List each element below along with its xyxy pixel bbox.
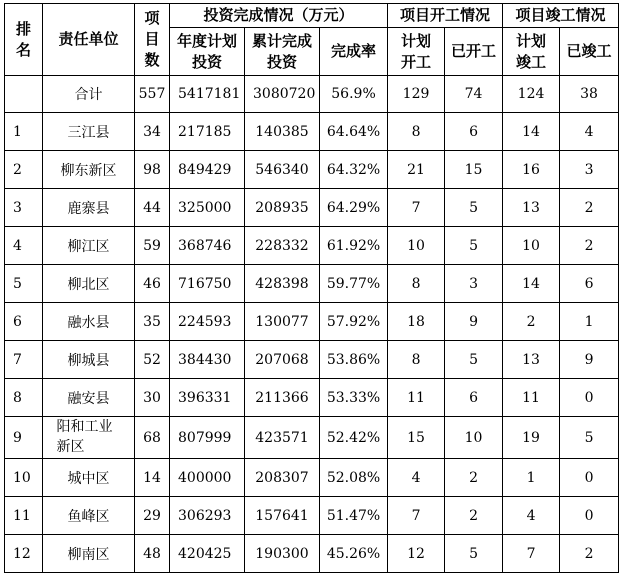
count-cell: 48 [135,535,170,573]
unit-cell: 柳南区 [43,535,135,573]
cumulative-cell: 211366 [245,379,320,417]
rank-cell: 10 [5,459,43,497]
annual-cell: 849429 [170,151,245,189]
plan-start-cell: 15 [388,417,445,459]
plan-finish-cell: 2 [503,303,560,341]
annual-cell: 217185 [170,113,245,151]
started-cell: 5 [445,227,503,265]
table-row [5,227,619,265]
count-cell: 29 [135,497,170,535]
finished-cell: 2 [560,535,619,573]
annual-cell: 396331 [170,379,245,417]
rank-cell: 4 [5,227,43,265]
count-cell: 68 [135,417,170,459]
plan-finish-cell: 1 [503,459,560,497]
plan-start-cell: 7 [388,189,445,227]
table-row [5,535,619,573]
rate-cell: 59.77% [320,265,388,303]
total-started: 74 [445,76,503,113]
count-cell: 35 [135,303,170,341]
cumulative-cell: 207068 [245,341,320,379]
finished-cell: 2 [560,227,619,265]
annual-cell: 325000 [170,189,245,227]
cumulative-cell: 546340 [245,151,320,189]
plan-finish-cell: 13 [503,189,560,227]
plan-finish-cell: 19 [503,417,560,459]
finished-cell: 2 [560,189,619,227]
started-cell: 15 [445,151,503,189]
annual-cell: 368746 [170,227,245,265]
header-finish-group: 项目竣工情况 [503,4,619,28]
table-row [5,189,619,227]
count-cell: 34 [135,113,170,151]
count-cell: 59 [135,227,170,265]
rank-cell: 12 [5,535,43,573]
plan-start-cell: 11 [388,379,445,417]
annual-cell: 384430 [170,341,245,379]
header-annual-plan: 年度计划投资 [170,28,245,76]
annual-cell: 716750 [170,265,245,303]
plan-start-cell: 10 [388,227,445,265]
rate-cell: 61.92% [320,227,388,265]
rank-cell: 7 [5,341,43,379]
cumulative-cell: 157641 [245,497,320,535]
total-rate: 56.9% [320,76,388,113]
header-finished: 已竣工 [560,28,619,76]
cumulative-cell: 190300 [245,535,320,573]
finished-cell: 6 [560,265,619,303]
cumulative-cell: 228332 [245,227,320,265]
table-row [5,417,619,459]
count-cell: 52 [135,341,170,379]
header-rate: 完成率 [320,28,388,76]
header-plan-finish: 计划竣工 [503,28,560,76]
count-cell: 30 [135,379,170,417]
annual-cell: 306293 [170,497,245,535]
cumulative-cell: 208935 [245,189,320,227]
plan-start-cell: 8 [388,265,445,303]
plan-start-cell: 8 [388,341,445,379]
cumulative-cell: 208307 [245,459,320,497]
finished-cell: 4 [560,113,619,151]
plan-start-cell: 12 [388,535,445,573]
count-cell: 98 [135,151,170,189]
started-cell: 3 [445,265,503,303]
finished-cell: 0 [560,459,619,497]
cumulative-cell: 140385 [245,113,320,151]
finished-cell: 0 [560,497,619,535]
unit-cell: 柳城县 [43,341,135,379]
plan-finish-cell: 14 [503,113,560,151]
total-plan-start: 129 [388,76,445,113]
finished-cell: 5 [560,417,619,459]
total-plan-finish: 124 [503,76,560,113]
count-cell: 14 [135,459,170,497]
cumulative-cell: 423571 [245,417,320,459]
plan-start-cell: 4 [388,459,445,497]
plan-finish-cell: 7 [503,535,560,573]
rank-cell: 11 [5,497,43,535]
total-rank [5,76,43,113]
plan-finish-cell: 11 [503,379,560,417]
project-progress-table [4,3,619,573]
unit-cell: 柳东新区 [43,151,135,189]
started-cell: 5 [445,535,503,573]
rate-cell: 57.92% [320,303,388,341]
table-row [5,379,619,417]
table-row [5,341,619,379]
rate-cell: 64.32% [320,151,388,189]
table-row [5,497,619,535]
started-cell: 5 [445,189,503,227]
total-label: 合计 [43,76,135,113]
header-plan-start: 计划开工 [388,28,445,76]
header-rank: 排名 [5,4,43,76]
plan-finish-cell: 13 [503,341,560,379]
rank-cell: 1 [5,113,43,151]
rate-cell: 51.47% [320,497,388,535]
unit-cell: 柳北区 [43,265,135,303]
annual-cell: 807999 [170,417,245,459]
plan-finish-cell: 4 [503,497,560,535]
finished-cell: 9 [560,341,619,379]
plan-start-cell: 18 [388,303,445,341]
plan-finish-cell: 16 [503,151,560,189]
table-row [5,113,619,151]
finished-cell: 3 [560,151,619,189]
plan-finish-cell: 10 [503,227,560,265]
total-row [5,76,619,113]
rate-cell: 52.42% [320,417,388,459]
table-row [5,265,619,303]
cumulative-cell: 130077 [245,303,320,341]
rate-cell: 52.08% [320,459,388,497]
annual-cell: 224593 [170,303,245,341]
rank-cell: 8 [5,379,43,417]
total-annual: 5417181 [170,76,245,113]
plan-start-cell: 21 [388,151,445,189]
total-finished: 38 [560,76,619,113]
annual-cell: 400000 [170,459,245,497]
rank-cell: 2 [5,151,43,189]
plan-start-cell: 7 [388,497,445,535]
rate-cell: 45.26% [320,535,388,573]
rank-cell: 9 [5,417,43,459]
table-row [5,303,619,341]
started-cell: 5 [445,341,503,379]
unit-cell: 融水县 [43,303,135,341]
header-started: 已开工 [445,28,503,76]
plan-start-cell: 8 [388,113,445,151]
unit-cell: 融安县 [43,379,135,417]
unit-cell: 鱼峰区 [43,497,135,535]
table-row [5,459,619,497]
rank-cell: 6 [5,303,43,341]
header-investment-group: 投资完成情况（万元） [170,4,388,28]
header-cumulative: 累计完成投资 [245,28,320,76]
plan-finish-cell: 14 [503,265,560,303]
rate-cell: 53.33% [320,379,388,417]
rate-cell: 64.64% [320,113,388,151]
header-count: 项目数 [135,4,170,76]
unit-cell: 柳江区 [43,227,135,265]
rate-cell: 64.29% [320,189,388,227]
rank-cell: 5 [5,265,43,303]
header-start-group: 项目开工情况 [388,4,503,28]
finished-cell: 0 [560,379,619,417]
unit-cell: 阳和工业新区 [43,417,135,459]
started-cell: 6 [445,379,503,417]
annual-cell: 420425 [170,535,245,573]
total-cumulative: 3080720 [245,76,320,113]
rank-cell: 3 [5,189,43,227]
header-unit: 责任单位 [43,4,135,76]
unit-cell: 三江县 [43,113,135,151]
started-cell: 9 [445,303,503,341]
finished-cell: 1 [560,303,619,341]
table-row [5,151,619,189]
cumulative-cell: 428398 [245,265,320,303]
rate-cell: 53.86% [320,341,388,379]
started-cell: 2 [445,459,503,497]
started-cell: 2 [445,497,503,535]
header-row-top [5,4,619,28]
total-count: 557 [135,76,170,113]
unit-cell: 鹿寨县 [43,189,135,227]
started-cell: 6 [445,113,503,151]
count-cell: 46 [135,265,170,303]
started-cell: 10 [445,417,503,459]
count-cell: 44 [135,189,170,227]
unit-cell: 城中区 [43,459,135,497]
